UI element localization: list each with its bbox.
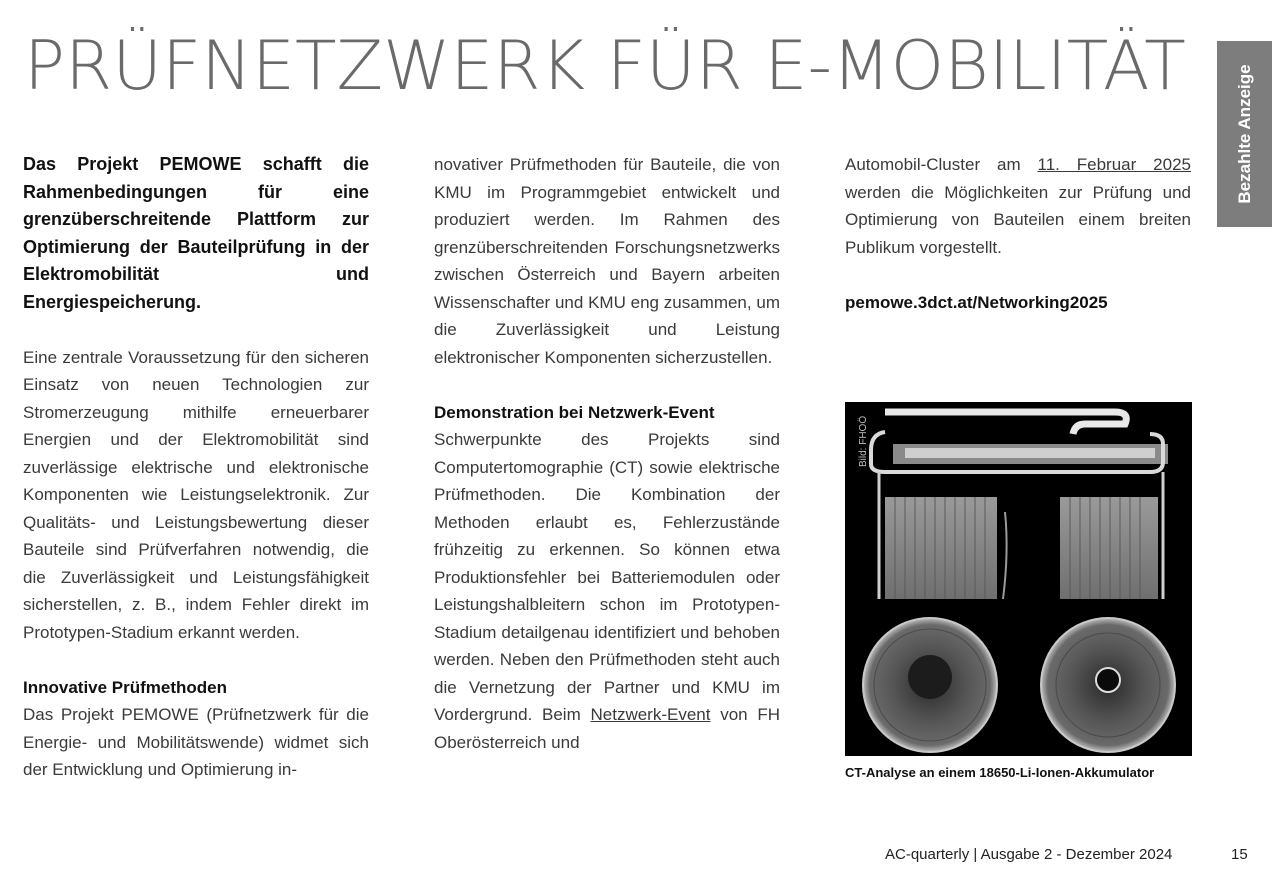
footer-publication: AC-quarterly | Ausgabe 2 - Dezember 2024 (885, 846, 1173, 863)
innovative-paragraph: Das Projekt PEMOWE (Prüfnetzwerk für die Energie- und Mobilitätswende) widmet sich der Entwicklung und Optimierung in- (23, 705, 369, 779)
ct-scan-image (845, 402, 1192, 756)
project-url[interactable]: pemowe.3dct.at/Networking2025 (845, 292, 1108, 312)
continuation-paragraph: novativer Prüfmethoden für Bauteile, die von KMU im Programmgebiet entwickelt und produziert werden. Im Rahmen des grenzüberschreitenden Forschungsnetzwerks zwischen Österreich und Bayern arbeiten Wissenschafter und KMU eng zusammen, um die Zuverlässigkeit und Leistung elektronischer Komponenten sicherzustellen. (434, 155, 780, 367)
paid-ad-label: Bezahlte Anzeige (1234, 64, 1254, 204)
lead-paragraph: Das Projekt PEMOWE schafft die Rahmenbedingungen für eine grenzüberschreitende Plattform zur Optimierung der Bauteilprüfung in der Elektromobilität und Energiespeicherung. (23, 154, 369, 312)
section-heading-innovative: Innovative Prüfmethoden (23, 677, 228, 697)
page-number: 15 (1231, 846, 1248, 863)
event-date-link[interactable]: 11. Februar 2025 (1037, 155, 1191, 174)
column-1 (23, 151, 369, 784)
page-title: PRÜFNETZWERK FÜR E-MOBILITÄT (24, 27, 1186, 106)
paid-ad-tab (1217, 41, 1272, 227)
figure-caption: CT-Analyse an einem 18650-Li-Ionen-Akkumulator (845, 765, 1155, 780)
column-3 (845, 151, 1191, 316)
intro-paragraph: Eine zentrale Voraussetzung für den sicheren Einsatz von neuen Technologien zur Stromerzeugung mithilfe erneuerbarer Energien und der Elektromobilität sind zuverlässige elektrische und elektronische Komponenten wie Leistungselektronik. Zur Qualitäts- und Leistungsbewertung dieser Bauteile sind Prüfverfahren notwendig, die die Zuverlässigkeit und Leistungsfähigkeit sicherstellen, z. B., indem Fehler direkt im Prototypen-Stadium erkannt werden. (23, 347, 369, 642)
netzwerk-event-link[interactable]: Netzwerk-Event (590, 705, 711, 724)
image-credit: Bild: FHOÖ (858, 415, 869, 467)
demonstration-paragraph: Schwerpunkte des Projekts sind Computertomographie (CT) sowie elektrische Prüfmethoden. Die Kombination der Methoden erlaubt es, Fehlerzustände frühzeitig zu erkennen. So können etwa Produktionsfehler bei Batteriemodulen oder Leistungshalbleitern schon im Prototypen-Stadium detailgenau identifiziert und behoben werden. Neben den Prüfmethoden steht auch die Vernetzung der Partner und KMU im Vordergrund. Beim Netzwerk-Event von FH Oberösterreich und (434, 430, 780, 752)
ct-scan-graphic (845, 402, 1192, 756)
event-paragraph: Automobil-Cluster am 11. Februar 2025 werden die Möglichkeiten zur Prüfung und Optimierung von Bauteilen einem breiten Publikum vorgestellt. (845, 155, 1191, 257)
column-2 (434, 151, 780, 756)
section-heading-demonstration: Demonstration bei Netzwerk-Event (434, 402, 715, 422)
